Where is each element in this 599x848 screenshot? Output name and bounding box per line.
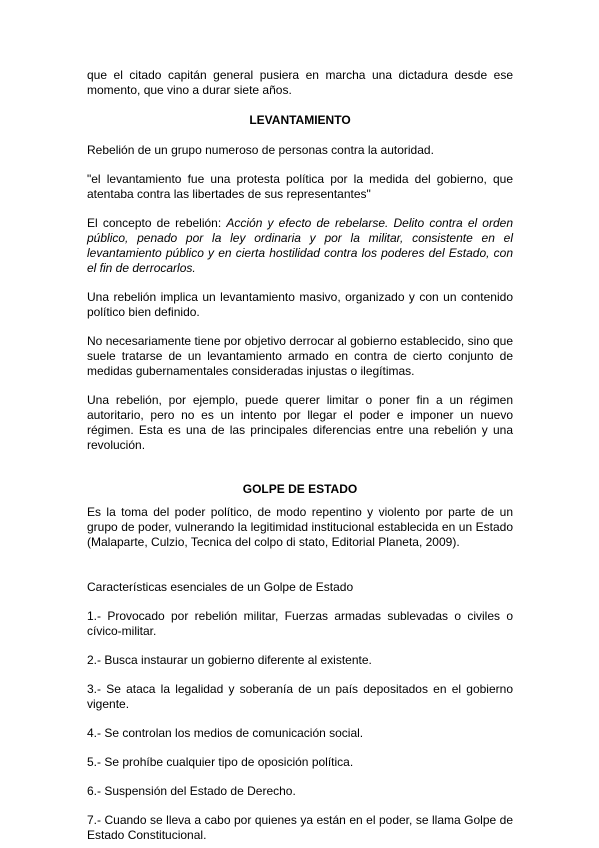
rebelion-concept [87, 216, 513, 276]
golpe-list-intro: Características esenciales de un Golpe de Estado [87, 580, 354, 594]
levantamiento-para-3: Una rebelión, por ejemplo, puede querer limitar o poner fin a un régimen autoritario, pero no es un intento por llegar el poder e imponer un nuevo régimen. Esta es una de las principales diferencias entre una rebelión y una revolución. [87, 393, 513, 452]
levantamiento-para-1: Una rebelión implica un levantamiento masivo, organizado y con un contenido político bien definido. [87, 290, 513, 319]
list-item: 4.- Se controlan los medios de comunicación social. [87, 726, 364, 740]
concept-definition: Acción y efecto de rebelarse. Delito contra el orden público, penado por la ley ordinaria y por la militar, consistente en el levantamiento público y en cierta hostilidad contra los poderes del Estado, con el fin de derrocarlos. [87, 216, 513, 275]
list-item: 2.- Busca instaurar un gobierno diferente al existente. [87, 653, 372, 667]
concept-prefix: El concepto de rebelión: [87, 216, 227, 230]
levantamiento-para-2: No necesariamente tiene por objetivo derrocar al gobierno establecido, sino que suele tratarse de un levantamiento armado en contra de cierto conjunto de medidas gubernamentales consideradas injustas o ilegítimas. [87, 334, 513, 378]
section-title-levantamiento: LEVANTAMIENTO [249, 113, 351, 127]
golpe-definition: Es la toma del poder político, de modo repentino y violento por parte de un grupo de poder, vulnerando la legitimidad institucional establecida en un Estado (Malaparte, Culzio, Tecnica del colpo di stato, Editorial Planeta, 2009). [87, 505, 513, 549]
intro-continuation: que el citado capitán general pusiera en marcha una dictadura desde ese momento, que vino a durar siete años. [87, 68, 513, 97]
levantamiento-quote: "el levantamiento fue una protesta política por la medida del gobierno, que atentaba contra las libertades de sus representantes" [87, 172, 513, 201]
section-title-golpe: GOLPE DE ESTADO [242, 482, 358, 496]
list-item: 1.- Provocado por rebelión militar, Fuerzas armadas sublevadas o civiles o cívico-militar. [87, 609, 513, 638]
list-item: 5.- Se prohíbe cualquier tipo de oposición política. [87, 755, 354, 769]
list-item: 3.- Se ataca la legalidad y soberanía de un país depositados en el gobierno vigente. [87, 682, 513, 711]
list-item: 7.- Cuando se lleva a cabo por quienes ya están en el poder, se llama Golpe de Estado Constitucional. [87, 813, 513, 842]
list-item: 6.- Suspensión del Estado de Derecho. [87, 784, 296, 798]
levantamiento-definition: Rebelión de un grupo numeroso de personas contra la autoridad. [87, 143, 434, 157]
